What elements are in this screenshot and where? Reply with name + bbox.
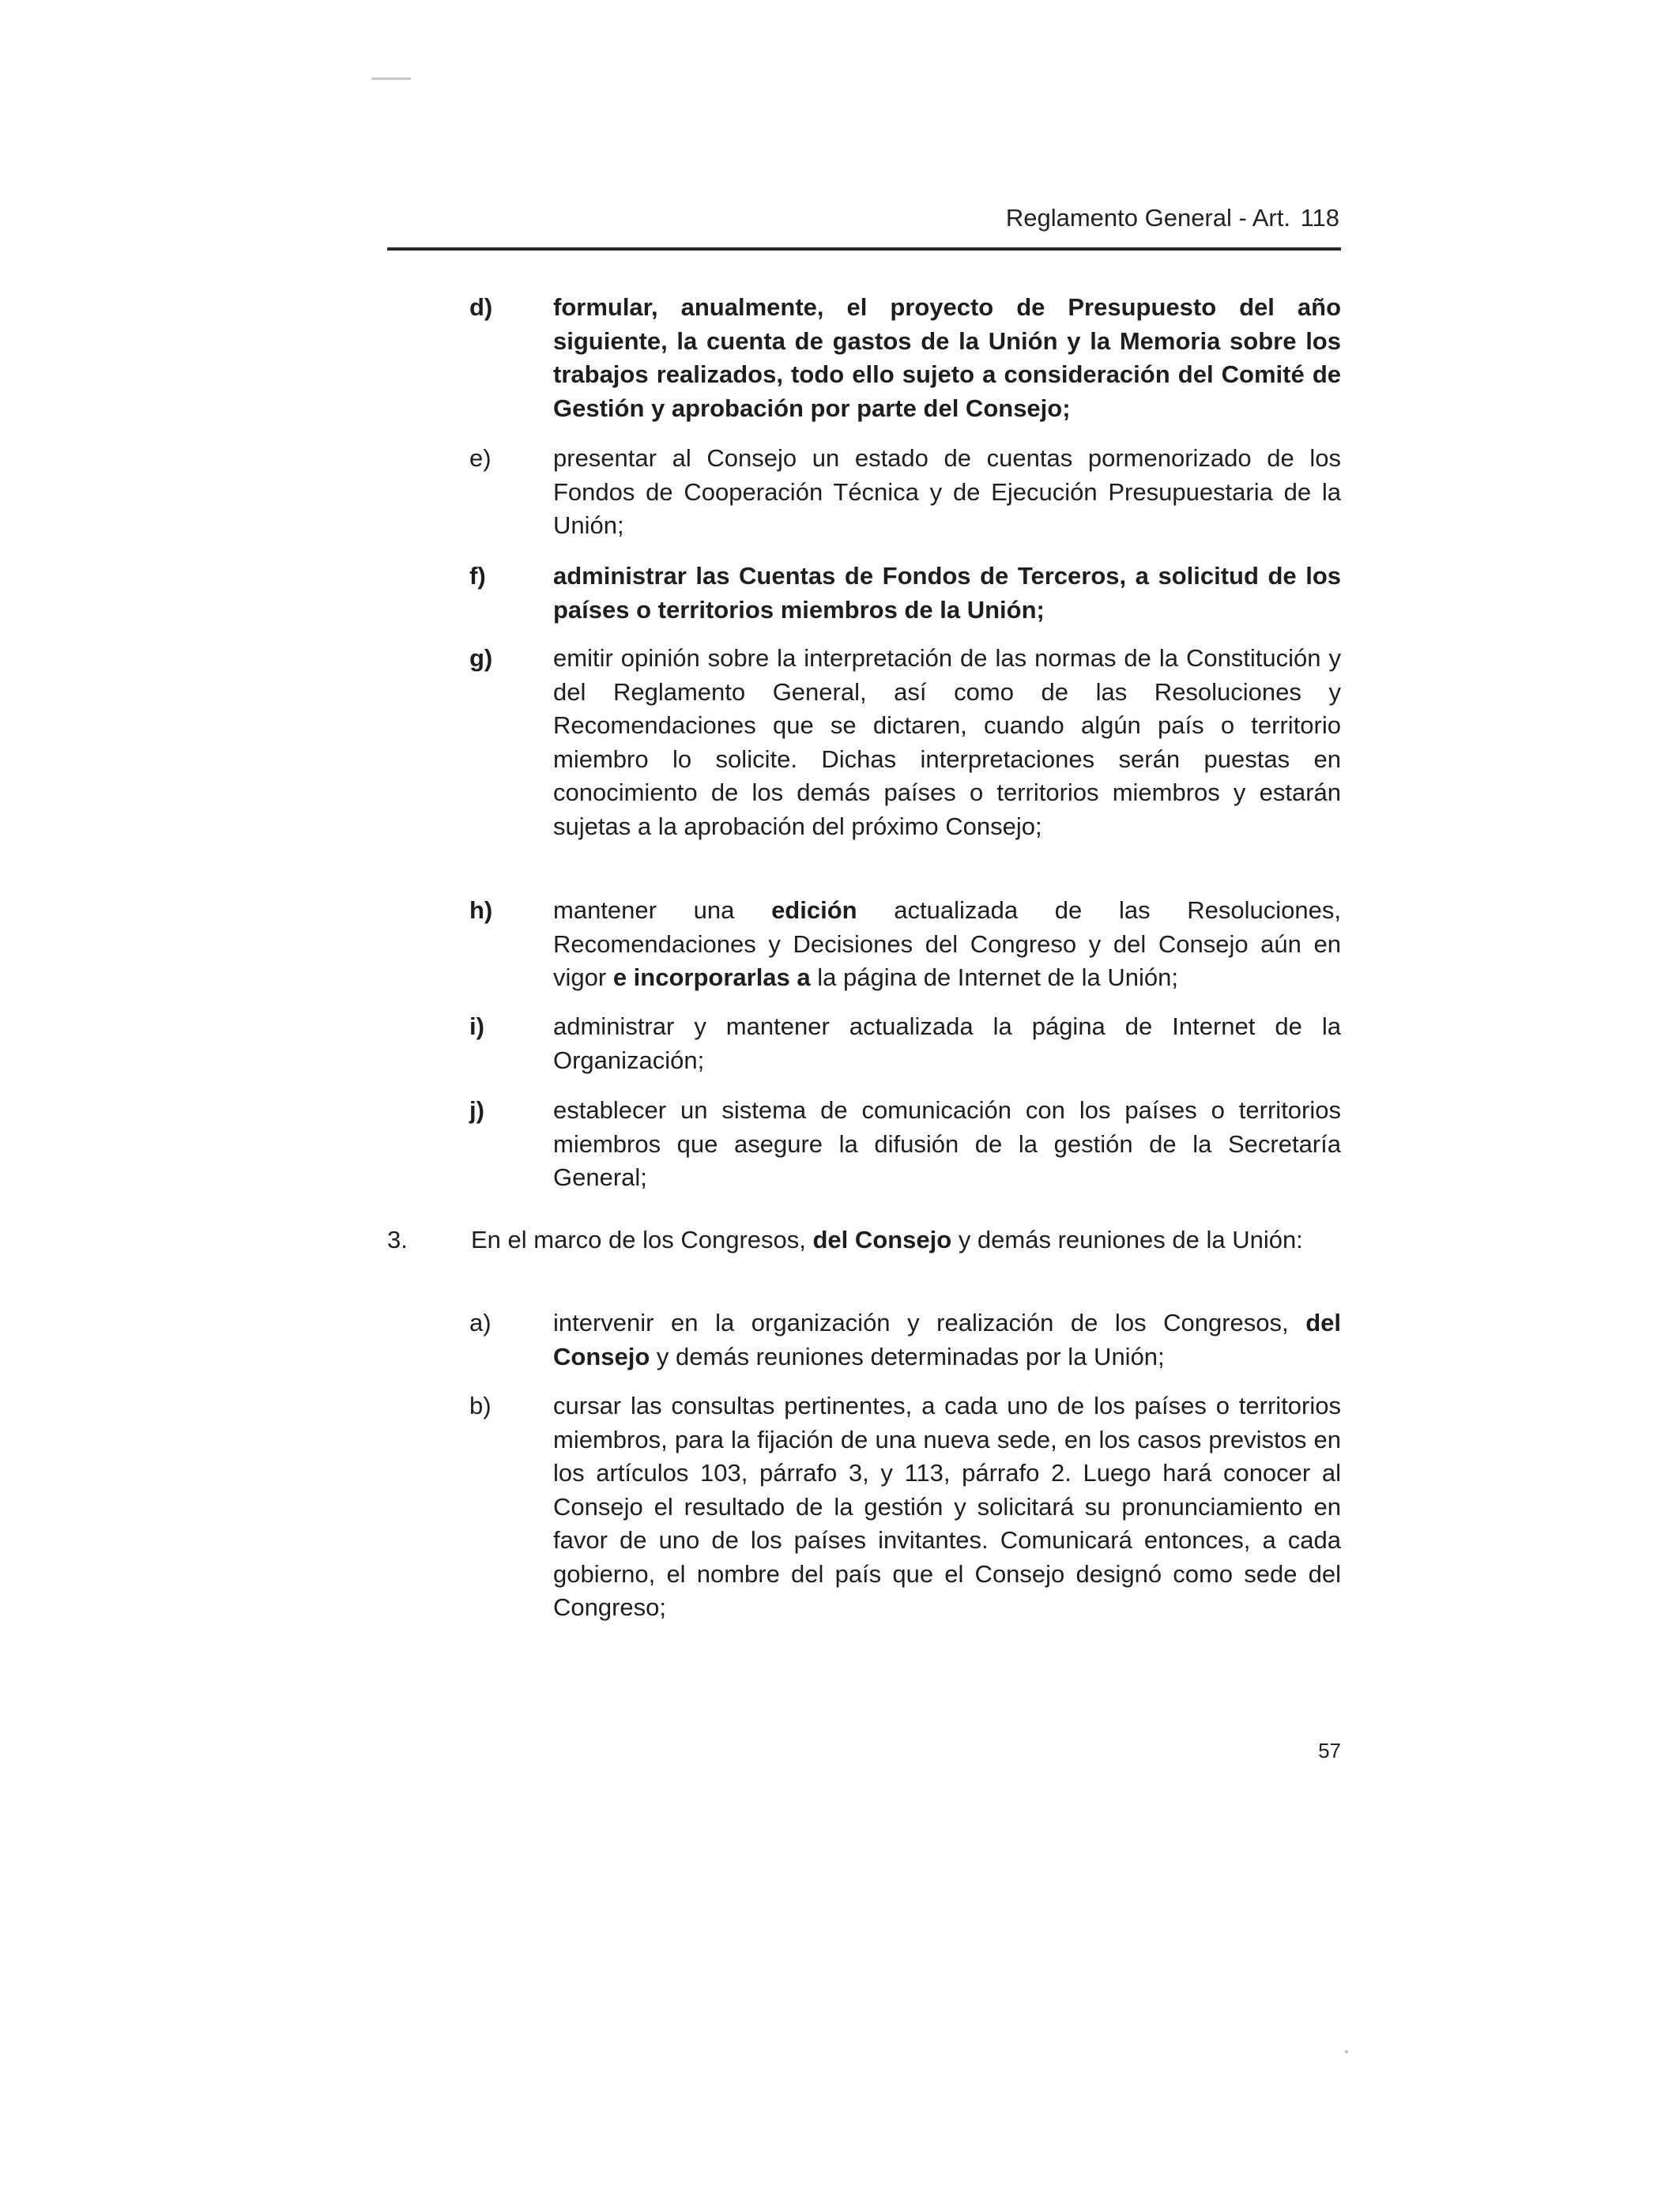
section-text: En el marco de los Congresos, del Consejo y demás reuniones de la Unión:	[471, 1226, 1303, 1253]
running-header	[387, 204, 1339, 232]
item-text: administrar y mantener actualizada la página de Internet de la Organización;	[553, 1012, 1341, 1074]
item-label: f)	[469, 562, 486, 590]
item-label: b)	[469, 1392, 492, 1419]
item-label: e)	[469, 444, 492, 472]
item-text: emitir opinión sobre la interpretación de las normas de la Constitución y del Reglamento General, así como de las Resoluciones y Recomendaciones que se dictaren, cuando algún país o territorio miembro lo solicite. Dichas interpretaciones serán puestas en conocimiento de los demás países o territorios miembros y estarán sujetas a la aprobación del próximo Consejo;	[553, 644, 1341, 840]
item-text: formular, anualmente, el proyecto de Presupuesto del año siguiente, la cuenta de gastos de la Unión y la Memoria sobre los trabajos realizados, todo ello sujeto a consideración del Comité de Gestión y aprobación por parte del Consejo;	[553, 293, 1341, 422]
item-text: mantener una edición actualizada de las Resoluciones, Recomendaciones y Decisiones del Congreso y del Consejo aún en vigor e incorporarlas a la página de Internet de la Unión;	[553, 896, 1341, 991]
item-label: i)	[469, 1012, 484, 1040]
item-text: establecer un sistema de comunicación con los países o territorios miembros que asegure la difusión de la gestión de la Secretaría General;	[553, 1096, 1341, 1191]
header-title: Reglamento General - Art.	[1005, 204, 1290, 232]
item-text: administrar las Cuentas de Fondos de Terceros, a solicitud de los países o territorios miembros de la Unión;	[553, 562, 1341, 624]
scan-artifact-dot	[1345, 2050, 1348, 2053]
item-label: a)	[469, 1309, 492, 1336]
header-rule	[387, 247, 1341, 251]
section-number: 3.	[387, 1226, 408, 1253]
item-label: g)	[469, 644, 493, 672]
item-text: intervenir en la organización y realización de los Congresos, del Consejo y demás reuniones determinadas por la Unión;	[553, 1309, 1341, 1370]
item-text: cursar las consultas pertinentes, a cada uno de los países o territorios miembros, para la fijación de una nueva sede, en los casos previstos en los artículos 103, párrafo 3, y 113, párrafo 2. Luego hará conocer al Consejo el resultado de la gestión y solicitará su pronunciamiento en favor de uno de los países invitantes. Comunicará entonces, a cada gobierno, el nombre del país que el Consejo designó como sede del Congreso;	[553, 1392, 1341, 1621]
item-label: j)	[469, 1096, 484, 1124]
page-number: 57	[1318, 1739, 1341, 1762]
scan-artifact-mark	[371, 77, 411, 80]
item-label: d)	[469, 293, 493, 321]
item-text: presentar al Consejo un estado de cuentas pormenorizado de los Fondos de Cooperación Técnica y de Ejecución Presupuestaria de la Unión;	[553, 444, 1341, 539]
header-article-number: 118	[1300, 204, 1339, 232]
item-label: h)	[469, 896, 493, 924]
